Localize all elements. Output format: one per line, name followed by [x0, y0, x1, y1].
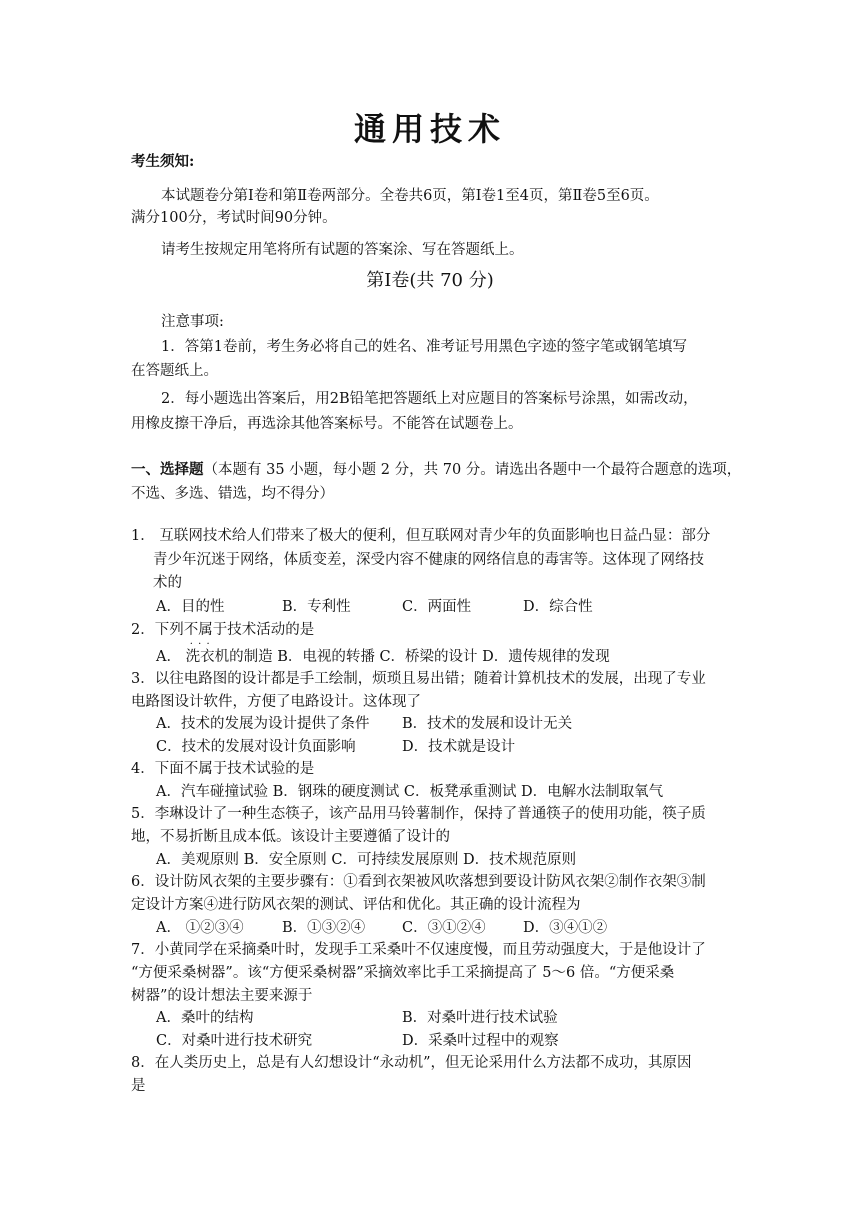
question-7-stem-cont: “方便采桑树器”。该“方便采桑树器”采摘效率比手工采摘提高了 5～6 倍。“方便采桑	[131, 965, 675, 981]
question-6-option-c: C．③①②④	[402, 920, 486, 936]
question-1-option-c: C．两面性	[402, 599, 472, 615]
attention-heading: 注意事项:	[161, 314, 224, 330]
question-2-stem-suffix: 技术活动的是	[227, 622, 315, 638]
question-3-option-b: B．技术的发展和设计无关	[402, 716, 573, 732]
notice-paragraph-1: 本试题卷分第Ⅰ卷和第Ⅱ卷两部分。全卷共6页，第Ⅰ卷1至4页，第Ⅱ卷5至6页。	[161, 188, 659, 204]
notice-paragraph-2: 请考生按规定用笔将所有试题的答案涂、写在答题纸上。	[161, 242, 524, 258]
question-2-options: A． 洗衣机的制造 B．电视的转播 C．桥梁的设计 D．遗传规律的发现	[156, 649, 610, 665]
question-1-option-a: A．目的性	[156, 599, 225, 615]
question-2-stem-prefix: 2．下列	[131, 622, 184, 638]
question-6-option-a: A． ①②③④	[156, 920, 244, 936]
question-1-stem-cont: 术的	[153, 575, 182, 591]
attention-item-1: 1．答第1卷前，考生务必将自己的姓名、准考证号用黑色字迹的签字笔或钢笔填写	[161, 339, 687, 355]
question-3-option-a: A．技术的发展为设计提供了条件	[156, 716, 370, 732]
part1-heading: 一、选择题	[131, 461, 204, 478]
notice-paragraph-1-cont: 满分100分，考试时间90分钟。	[131, 210, 337, 226]
question-1-stem: 1． 互联网技术给人们带来了极大的便利，但互联网对青少年的负面影响也日益凸显：部分	[131, 528, 711, 544]
question-3-option-c: C．技术的发展对设计负面影响	[156, 739, 356, 755]
question-1-option-d: D．综合性	[523, 599, 593, 615]
part1-desc-cont: 不选、多选、错选，均不得分）	[131, 486, 334, 502]
question-8-stem-cont: 是	[131, 1078, 146, 1094]
question-7-option-b: B．对桑叶进行技术试验	[402, 1010, 558, 1026]
question-7-stem: 7．小黄同学在采摘桑叶时，发现手工采桑叶不仅速度慢，而且劳动强度大，于是他设计了	[131, 942, 706, 958]
question-1-option-b: B．专利性	[282, 599, 351, 615]
section-title: 第Ⅰ卷(共 70 分)	[366, 270, 494, 291]
question-6-stem-cont: 定设计方案④进行防风衣架的测试、评估和优化。其正确的设计流程为	[131, 897, 581, 913]
question-5-stem: 5．李琳设计了一种生态筷子，该产品用马铃薯制作，保持了普通筷子的使用功能，筷子质	[131, 806, 706, 822]
question-5-options: A．美观原则 B．安全原则 C．可持续发展原则 D．技术规范原则	[156, 852, 577, 868]
question-4-options: A．汽车碰撞试验 B．钢珠的硬度测试 C．板凳承重测试 D．电解水法制取氧气	[156, 784, 664, 800]
question-4-stem: 4．下面不属于技术试验的是	[131, 761, 315, 777]
question-7-option-d: D．采桑叶过程中的观察	[402, 1033, 559, 1049]
attention-item-1-cont: 在答题纸上。	[131, 363, 218, 379]
attention-item-2-cont: 用橡皮擦干净后，再选涂其他答案标号。不能答在试题卷上。	[131, 416, 523, 432]
part1-header	[131, 459, 742, 481]
question-6-option-d: D．③④①②	[523, 920, 608, 936]
question-2-stem	[131, 619, 731, 641]
question-7-option-c: C．对桑叶进行技术研究	[156, 1033, 313, 1049]
question-2-emphasis: 不属于 · · ·	[184, 622, 228, 638]
attention-item-2: 2．每小题选出答案后，用2B铅笔把答题纸上对应题目的答案标号涂黑，如需改动，	[161, 391, 698, 407]
question-7-stem-cont: 树器”的设计想法主要来源于	[131, 988, 313, 1004]
question-3-stem-cont: 电路图设计软件，方便了电路设计。这体现了	[131, 694, 421, 710]
notice-heading: 考生须知:	[131, 153, 195, 170]
question-6-stem: 6．设计防风衣架的主要步骤有：①看到衣架被风吹落想到要设计防风衣架②制作衣架③制	[131, 874, 706, 890]
page-title: 通用技术	[353, 110, 506, 148]
question-1-stem-cont: 青少年沉迷于网络，体质变差，深受内容不健康的网络信息的毒害等。这体现了网络技	[153, 552, 704, 568]
question-8-stem: 8．在人类历史上，总是有人幻想设计“永动机”，但无论采用什么方法都不成功，其原因	[131, 1055, 692, 1071]
question-7-option-a: A．桑叶的结构	[156, 1010, 254, 1026]
question-3-stem: 3．以往电路图的设计都是手工绘制，烦琐且易出错；随着计算机技术的发展，出现了专业	[131, 671, 706, 687]
question-3-option-d: D．技术就是设计	[402, 739, 516, 755]
question-5-stem-cont: 地，不易折断且成本低。该设计主要遵循了设计的	[131, 829, 450, 845]
part1-desc: （本题有 35 小题，每小题 2 分，共 70 分。请选出各题中一个最符合题意的选项，	[203, 462, 742, 478]
question-6-option-b: B．①③②④	[282, 920, 366, 936]
